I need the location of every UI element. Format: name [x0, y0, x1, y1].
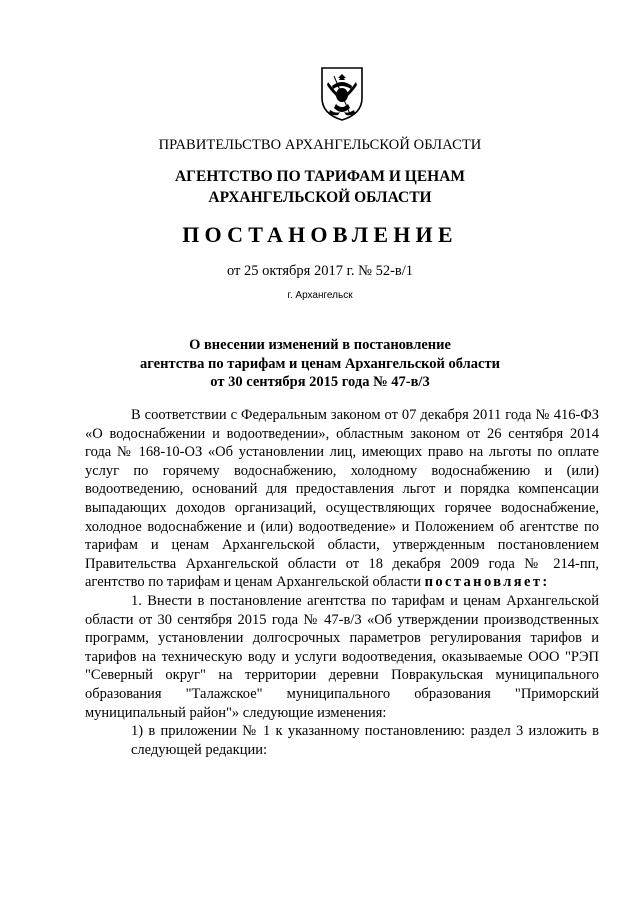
subject-line1: О внесении изменений в постановление: [189, 337, 451, 353]
paragraph-clause-1: 1. Внести в постановление агентства по тарифам и ценам Архангельской области от 30 сентября 2015 года № 47-в/3 «Об утверждении производственных программ, установлении долгосрочных параметров регулирования тарифов и тарифов на техническую воду и услуги водоотведения, оказываемые ООО "РЭП "Северный округ" на территории деревни Повракульская муниципального образования "Талажское" муниципального образования "Приморский муниципальный район"» следующие изменения:: [85, 592, 599, 721]
preamble-text: В соответствии с Федеральным законом от 07 декабря 2011 года № 416-ФЗ «О водоснабжении и водоотведении», областным законом от 26 сентября 2014 года № 168-10-ОЗ «Об установлении лиц, имеющих право на льготы по оплате услуг по горячему водоснабжению, холодному водоснабжению и (или) водоотведению, оснований для предоставления льгот и порядка компенсации выпадающих доходов организаций, осуществляющих горячее водоснабжение, холодное водоснабжение и (или) водоотведение» и Положением об агентстве по тарифам и ценам Архангельской области, утвержденным постановлением Правительства Архангельской области от 18 декабря 2009 года № 214-пп, агентство по тарифам и ценам Архангельской области: [85, 407, 599, 591]
subject-line2: агентства по тарифам и ценам Архангельской области: [140, 355, 500, 372]
government-title: ПРАВИТЕЛЬСТВО АРХАНГЕЛЬСКОЙ ОБЛАСТИ: [158, 137, 482, 153]
agency-title-line1: АГЕНТСТВО ПО ТАРИФАМ И ЦЕНАМ: [174, 168, 466, 185]
paragraph-subclause-1: 1) в приложении № 1 к указанному постановлению: раздел 3 изложить в следующей редакции:: [131, 723, 599, 758]
document-date-number: от 25 октября 2017 г. № 52-в/1: [226, 263, 414, 279]
document-body: [85, 406, 599, 759]
paragraph-preamble: [85, 406, 599, 592]
document-type-heading: ПОСТАНОВЛЕНИЕ: [182, 222, 458, 247]
agency-title: [0, 166, 640, 208]
resolves-keyword: постановляет:: [424, 574, 550, 591]
agency-title-line2: АРХАНГЕЛЬСКОЙ ОБЛАСТИ: [208, 189, 432, 206]
coat-of-arms-emblem: [318, 64, 366, 122]
subject-line3: от 30 сентября 2015 года № 47-в/3: [210, 374, 430, 390]
document-city: г. Архангельск: [287, 290, 353, 301]
document-subject: [0, 336, 640, 392]
